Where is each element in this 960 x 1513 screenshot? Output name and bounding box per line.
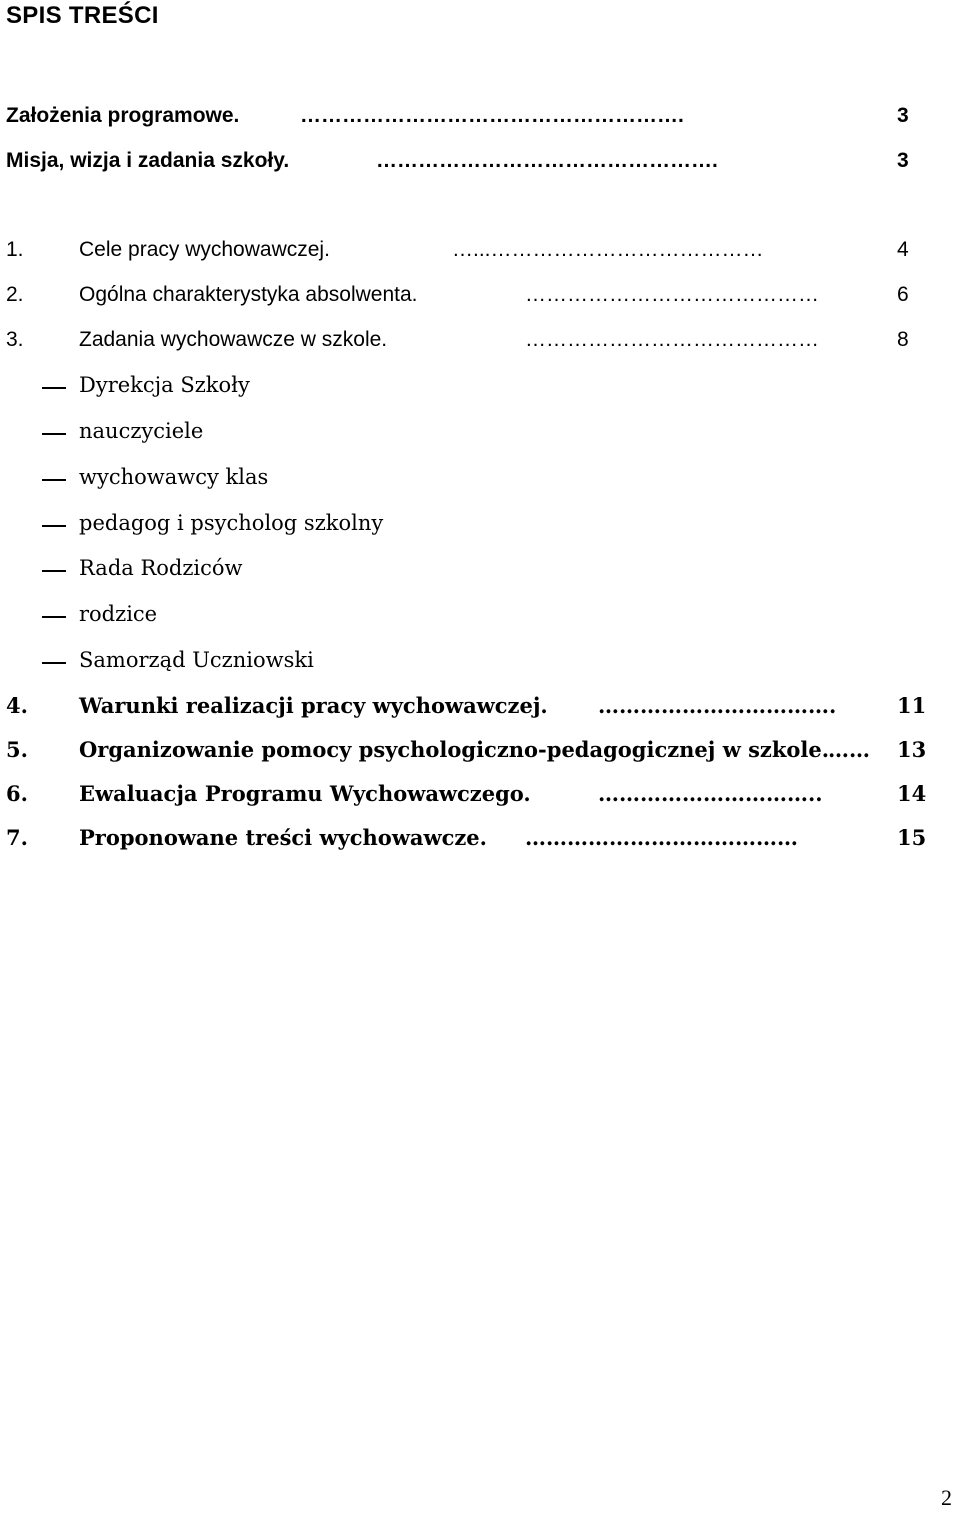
toc-entry-number: 7. bbox=[6, 825, 28, 850]
toc-subentry[interactable] bbox=[0, 419, 960, 449]
toc-subentry-text: Samorząd Uczniowski bbox=[79, 648, 314, 672]
toc-entry-dots: …………………………………… bbox=[525, 283, 819, 306]
toc-entry-text: Misja, wizja i zadania szkoły. bbox=[6, 149, 290, 172]
toc-entry-page: 6 bbox=[897, 283, 909, 306]
toc-entry[interactable] bbox=[0, 737, 960, 767]
toc-entry-page: 15 bbox=[897, 825, 927, 850]
toc-entry-dots: …………………………………………. bbox=[376, 149, 718, 172]
toc-entry-text: Proponowane treści wychowawcze. bbox=[79, 825, 487, 850]
toc-subentry-text: pedagog i psycholog szkolny bbox=[79, 511, 384, 535]
toc-entry[interactable] bbox=[0, 693, 960, 723]
toc-entry-number: 3. bbox=[6, 328, 24, 351]
toc-title: SPIS TREŚCI bbox=[6, 2, 159, 29]
toc-entry[interactable] bbox=[0, 283, 960, 313]
toc-entry-dots: …...………………………………… bbox=[452, 238, 764, 261]
toc-entry-text: Organizowanie pomocy psychologiczno-pedagogicznej w szkole. bbox=[79, 737, 830, 762]
toc-entry-dots: …………………………………… bbox=[525, 328, 819, 351]
dash-bullet bbox=[42, 525, 66, 527]
toc-entry[interactable] bbox=[0, 238, 960, 268]
toc-subentry-text: rodzice bbox=[79, 602, 158, 626]
page-number: 2 bbox=[941, 1485, 952, 1510]
toc-subentry-text: nauczyciele bbox=[79, 419, 204, 443]
toc-entry[interactable] bbox=[0, 328, 960, 358]
toc-entry-dots: ………………………………………………. bbox=[300, 104, 684, 127]
toc-entry-page: 13 bbox=[897, 737, 927, 762]
toc-subentry-text: Rada Rodziców bbox=[79, 556, 243, 580]
toc-entry-page: 14 bbox=[897, 781, 927, 806]
toc-entry-number: 6. bbox=[6, 781, 28, 806]
toc-entry-dots: ………………………….. bbox=[598, 781, 823, 806]
toc-subentry-text: wychowawcy klas bbox=[79, 465, 269, 489]
toc-subentry[interactable] bbox=[0, 602, 960, 632]
toc-entry-page: 8 bbox=[897, 328, 909, 351]
dash-bullet bbox=[42, 616, 66, 618]
toc-entry-text: Zadania wychowawcze w szkole. bbox=[79, 328, 388, 351]
toc-entry[interactable] bbox=[0, 781, 960, 811]
toc-subentry[interactable] bbox=[0, 373, 960, 403]
dash-bullet bbox=[42, 662, 66, 664]
toc-subentry[interactable] bbox=[0, 465, 960, 495]
toc-entry-dots: ……………………………. bbox=[598, 693, 837, 718]
toc-subentry[interactable] bbox=[0, 648, 960, 678]
toc-subentry-text: Dyrekcja Szkoły bbox=[79, 373, 250, 397]
toc-entry-text: Warunki realizacji pracy wychowawczej. bbox=[79, 693, 548, 718]
dash-bullet bbox=[42, 433, 66, 435]
toc-entry-page: 11 bbox=[897, 693, 927, 718]
toc-entry-text: Ogólna charakterystyka absolwenta. bbox=[79, 283, 418, 306]
toc-entry-number: 4. bbox=[6, 693, 28, 718]
toc-entry-text: Ewaluacja Programu Wychowawczego. bbox=[79, 781, 531, 806]
toc-entry-dots: ………………………………… bbox=[525, 825, 798, 850]
dash-bullet bbox=[42, 570, 66, 572]
toc-entry-number: 1. bbox=[6, 238, 24, 261]
dash-bullet bbox=[42, 479, 66, 481]
dash-bullet bbox=[42, 387, 66, 389]
toc-entry-number: 5. bbox=[6, 737, 28, 762]
toc-entry-number: 2. bbox=[6, 283, 24, 306]
toc-entry-dots: …… bbox=[828, 737, 870, 762]
toc-entry-text: Cele pracy wychowawczej. bbox=[79, 238, 330, 261]
toc-entry[interactable] bbox=[0, 104, 960, 134]
toc-subentry[interactable] bbox=[0, 511, 960, 541]
toc-entry-page: 3 bbox=[897, 149, 909, 172]
toc-entry-page: 3 bbox=[897, 104, 909, 127]
toc-entry-text: Założenia programowe. bbox=[6, 104, 240, 127]
toc-subentry[interactable] bbox=[0, 556, 960, 586]
toc-entry-page: 4 bbox=[897, 238, 909, 261]
toc-entry[interactable] bbox=[0, 149, 960, 179]
toc-entry[interactable] bbox=[0, 825, 960, 855]
